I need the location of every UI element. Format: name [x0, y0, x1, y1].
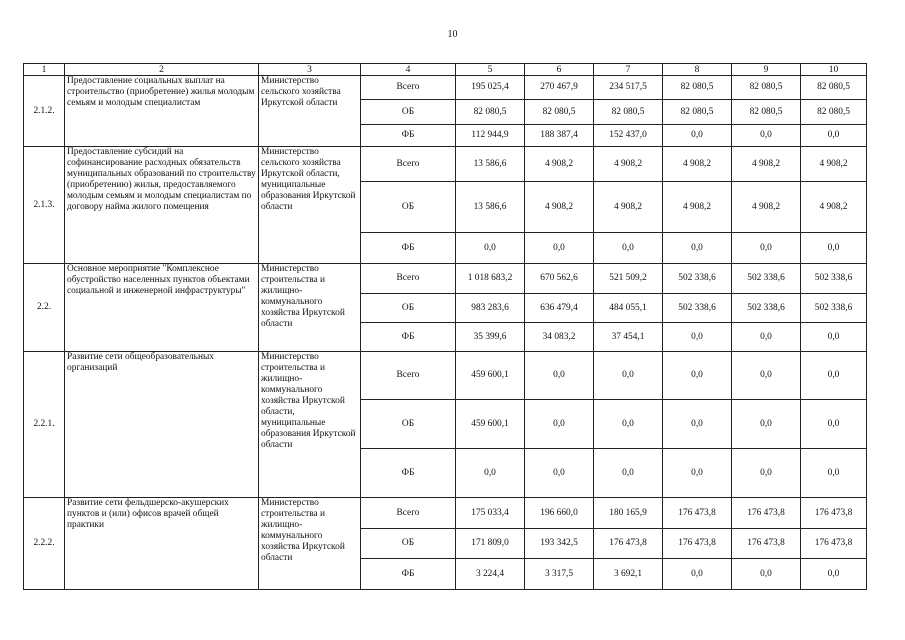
- amount-cell: 459 600,1: [456, 352, 525, 400]
- amount-cell: 459 600,1: [456, 400, 525, 449]
- amount-cell: 3 224,4: [456, 559, 525, 590]
- header-cell: 4: [361, 64, 456, 76]
- item-name: Основное мероприятие "Комплексное обустройство населенных пунктов объектами социальной и инженерной инфраструктуры": [65, 264, 259, 352]
- amount-cell: 0,0: [594, 400, 663, 449]
- funding-source: ОБ: [361, 529, 456, 559]
- amount-cell: 502 338,6: [732, 264, 801, 294]
- amount-cell: 176 473,8: [801, 498, 867, 529]
- amount-cell: 4 908,2: [732, 182, 801, 233]
- amount-cell: 0,0: [663, 352, 732, 400]
- item-executor: Министерство сельского хозяйства Иркутской области: [259, 76, 361, 147]
- amount-cell: 0,0: [801, 559, 867, 590]
- amount-cell: 4 908,2: [594, 147, 663, 182]
- funding-source: ФБ: [361, 449, 456, 498]
- amount-cell: 4 908,2: [801, 182, 867, 233]
- header-row: [24, 64, 867, 76]
- amount-cell: 0,0: [663, 449, 732, 498]
- amount-cell: 0,0: [801, 449, 867, 498]
- amount-cell: 0,0: [663, 233, 732, 264]
- amount-cell: 0,0: [525, 400, 594, 449]
- item-code: 2.2.: [24, 264, 65, 352]
- funding-source: ОБ: [361, 294, 456, 323]
- funding-source: ФБ: [361, 233, 456, 264]
- funding-source: ОБ: [361, 100, 456, 125]
- amount-cell: 82 080,5: [456, 100, 525, 125]
- item-code: 2.1.2.: [24, 76, 65, 147]
- amount-cell: 176 473,8: [594, 529, 663, 559]
- item-executor: Министерство строительства и жилищно-коммунального хозяйства Иркутской области, муниципальные образования Иркутской области: [259, 352, 361, 498]
- funding-source: Всего: [361, 76, 456, 100]
- table-row: [24, 76, 867, 100]
- amount-cell: 82 080,5: [732, 76, 801, 100]
- amount-cell: 521 509,2: [594, 264, 663, 294]
- amount-cell: 670 562,6: [525, 264, 594, 294]
- amount-cell: 4 908,2: [732, 147, 801, 182]
- item-executor: Министерство строительства и жилищно-коммунального хозяйства Иркутской области: [259, 498, 361, 590]
- amount-cell: 4 908,2: [801, 147, 867, 182]
- table-row: [24, 264, 867, 294]
- funding-source: Всего: [361, 498, 456, 529]
- amount-cell: 82 080,5: [663, 100, 732, 125]
- budget-table: [23, 63, 867, 590]
- amount-cell: 502 338,6: [732, 294, 801, 323]
- amount-cell: 502 338,6: [663, 264, 732, 294]
- amount-cell: 35 399,6: [456, 323, 525, 352]
- amount-cell: 234 517,5: [594, 76, 663, 100]
- amount-cell: 0,0: [732, 400, 801, 449]
- amount-cell: 502 338,6: [663, 294, 732, 323]
- item-name: Развитие сети фельдшерско-акушерских пунктов и (или) офисов врачей общей практики: [65, 498, 259, 590]
- amount-cell: 4 908,2: [594, 182, 663, 233]
- amount-cell: 0,0: [663, 400, 732, 449]
- amount-cell: 82 080,5: [594, 100, 663, 125]
- amount-cell: 13 586,6: [456, 147, 525, 182]
- item-name: Предоставление субсидий на софинансирование расходных обязательств муниципальных образований по строительству (приобретению) жилья, предоставляемого молодым семьям и молодым специалистам по договору найма жилого помещения: [65, 147, 259, 264]
- funding-source: ОБ: [361, 400, 456, 449]
- amount-cell: 502 338,6: [801, 294, 867, 323]
- amount-cell: 0,0: [801, 125, 867, 147]
- amount-cell: 196 660,0: [525, 498, 594, 529]
- amount-cell: 0,0: [525, 233, 594, 264]
- funding-source: ФБ: [361, 125, 456, 147]
- table-row: [24, 147, 867, 182]
- amount-cell: 0,0: [801, 352, 867, 400]
- amount-cell: 4 908,2: [525, 182, 594, 233]
- amount-cell: 34 083,2: [525, 323, 594, 352]
- amount-cell: 0,0: [594, 233, 663, 264]
- amount-cell: 0,0: [801, 233, 867, 264]
- funding-source: ФБ: [361, 323, 456, 352]
- amount-cell: 0,0: [732, 449, 801, 498]
- amount-cell: 0,0: [801, 323, 867, 352]
- amount-cell: 1 018 683,2: [456, 264, 525, 294]
- amount-cell: 82 080,5: [801, 100, 867, 125]
- header-cell: 7: [594, 64, 663, 76]
- item-name: Развитие сети общеобразовательных организаций: [65, 352, 259, 498]
- item-name: Предоставление социальных выплат на строительство (приобретение) жилья молодым семьям и молодым специалистам: [65, 76, 259, 147]
- amount-cell: 193 342,5: [525, 529, 594, 559]
- item-code: 2.1.3.: [24, 147, 65, 264]
- item-code: 2.2.2.: [24, 498, 65, 590]
- amount-cell: 175 033,4: [456, 498, 525, 529]
- amount-cell: 82 080,5: [525, 100, 594, 125]
- amount-cell: 82 080,5: [663, 76, 732, 100]
- amount-cell: 0,0: [732, 323, 801, 352]
- amount-cell: 4 908,2: [663, 147, 732, 182]
- amount-cell: 188 387,4: [525, 125, 594, 147]
- amount-cell: 180 165,9: [594, 498, 663, 529]
- funding-source: Всего: [361, 147, 456, 182]
- amount-cell: 176 473,8: [732, 498, 801, 529]
- amount-cell: 0,0: [801, 400, 867, 449]
- amount-cell: 3 692,1: [594, 559, 663, 590]
- amount-cell: 13 586,6: [456, 182, 525, 233]
- funding-source: Всего: [361, 264, 456, 294]
- item-executor: Министерство сельского хозяйства Иркутской области, муниципальные образования Иркутской области: [259, 147, 361, 264]
- amount-cell: 0,0: [732, 559, 801, 590]
- header-cell: 8: [663, 64, 732, 76]
- page-number: 10: [447, 29, 458, 40]
- item-code: 2.2.1.: [24, 352, 65, 498]
- amount-cell: 484 055,1: [594, 294, 663, 323]
- amount-cell: 176 473,8: [732, 529, 801, 559]
- funding-source: ОБ: [361, 182, 456, 233]
- amount-cell: 3 317,5: [525, 559, 594, 590]
- amount-cell: 176 473,8: [801, 529, 867, 559]
- amount-cell: 4 908,2: [525, 147, 594, 182]
- amount-cell: 0,0: [594, 352, 663, 400]
- header-cell: 9: [732, 64, 801, 76]
- amount-cell: 0,0: [525, 352, 594, 400]
- header-cell: 1: [24, 64, 65, 76]
- amount-cell: 0,0: [663, 125, 732, 147]
- amount-cell: 82 080,5: [801, 76, 867, 100]
- amount-cell: 0,0: [525, 449, 594, 498]
- header-cell: 10: [801, 64, 867, 76]
- amount-cell: 4 908,2: [663, 182, 732, 233]
- item-executor: Министерство строительства и жилищно-коммунального хозяйства Иркутской области: [259, 264, 361, 352]
- header-cell: 6: [525, 64, 594, 76]
- amount-cell: 0,0: [456, 449, 525, 498]
- amount-cell: 37 454,1: [594, 323, 663, 352]
- amount-cell: 0,0: [456, 233, 525, 264]
- amount-cell: 176 473,8: [663, 529, 732, 559]
- amount-cell: 0,0: [594, 449, 663, 498]
- amount-cell: 0,0: [732, 233, 801, 264]
- table-row: [24, 352, 867, 400]
- funding-source: ФБ: [361, 559, 456, 590]
- header-cell: 5: [456, 64, 525, 76]
- amount-cell: 171 809,0: [456, 529, 525, 559]
- amount-cell: 195 025,4: [456, 76, 525, 100]
- amount-cell: 0,0: [732, 125, 801, 147]
- amount-cell: 0,0: [732, 352, 801, 400]
- amount-cell: 0,0: [663, 323, 732, 352]
- amount-cell: 502 338,6: [801, 264, 867, 294]
- amount-cell: 112 944,9: [456, 125, 525, 147]
- header-cell: 3: [259, 64, 361, 76]
- amount-cell: 152 437,0: [594, 125, 663, 147]
- amount-cell: 176 473,8: [663, 498, 732, 529]
- amount-cell: 270 467,9: [525, 76, 594, 100]
- amount-cell: 983 283,6: [456, 294, 525, 323]
- amount-cell: 636 479,4: [525, 294, 594, 323]
- funding-source: Всего: [361, 352, 456, 400]
- header-cell: 2: [65, 64, 259, 76]
- amount-cell: 82 080,5: [732, 100, 801, 125]
- table-row: [24, 498, 867, 529]
- amount-cell: 0,0: [663, 559, 732, 590]
